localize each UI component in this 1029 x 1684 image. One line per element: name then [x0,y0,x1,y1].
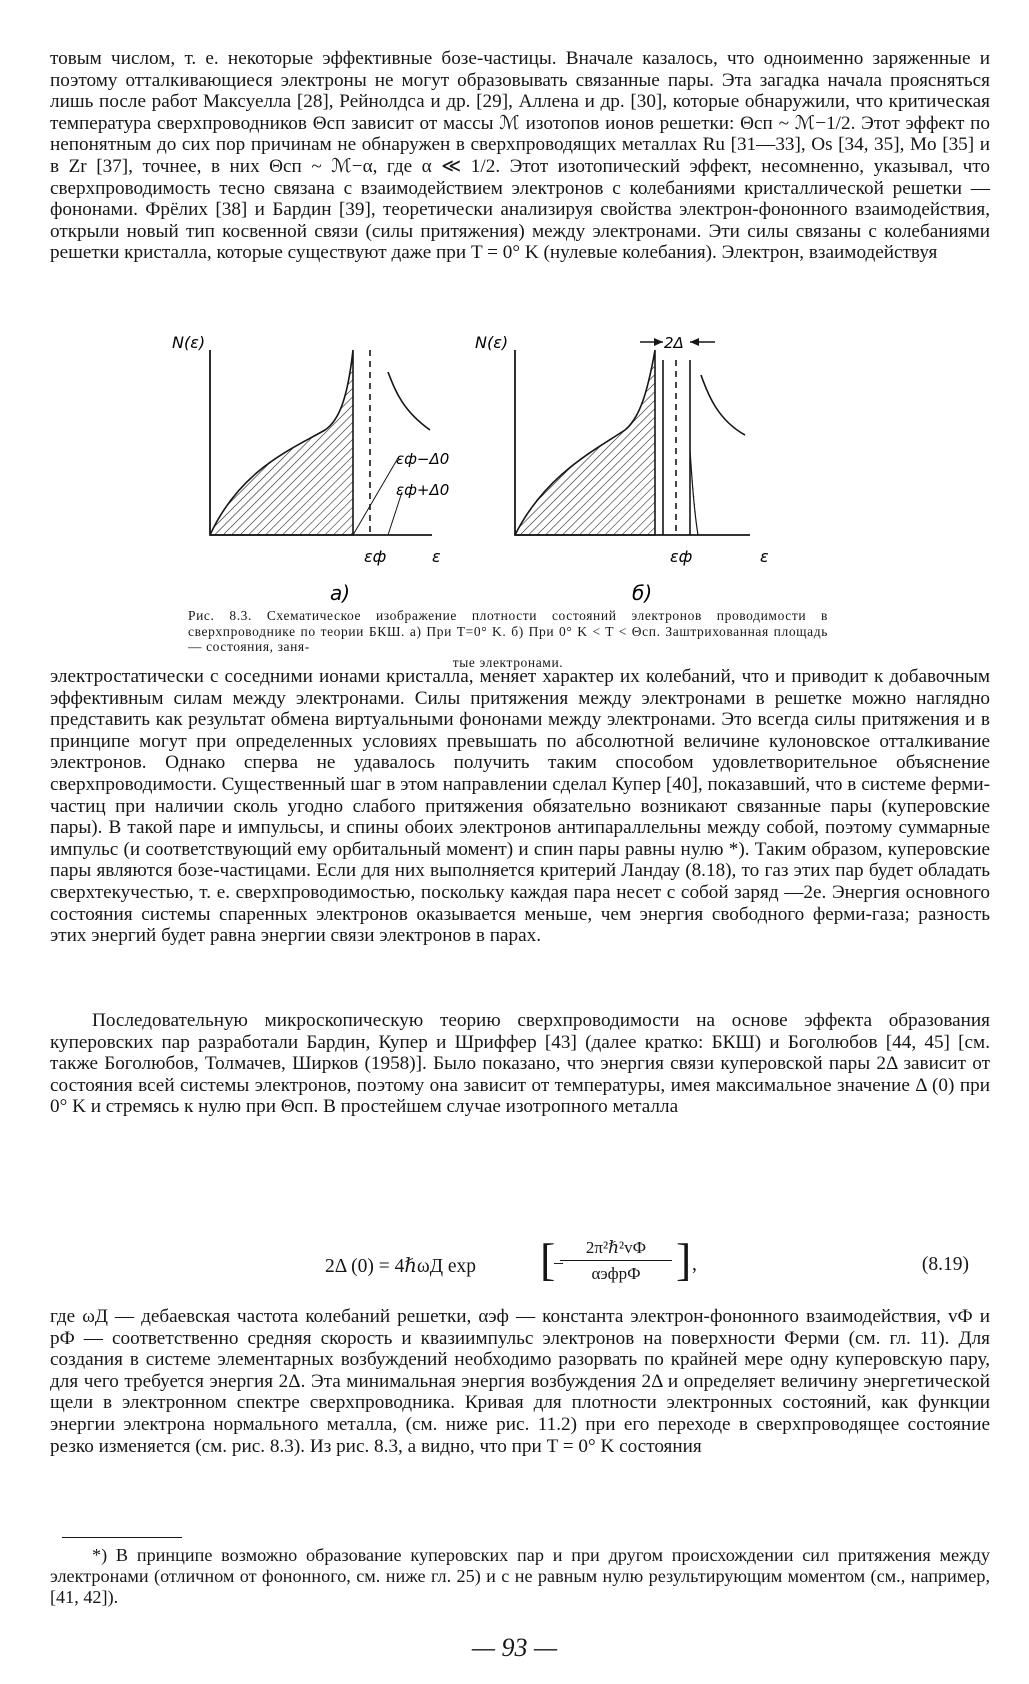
equation-left-bracket: [ [540,1234,556,1285]
equation-minus: − [553,1254,564,1275]
paragraph-top: товым числом, т. е. некоторые эффективные бозе-частицы. Вначале казалось, что одноименно заряженные и поэтому отталкивающиеся электроны не могут образовывать связанные пары. Эта загадка начала проясняться лишь после работ Максуелла [28], Рейнолдса и др. [29], Аллена и др. [30], которые обнаружили, что критическая температура сверхпроводников Θсп зависит от массы ℳ изотопов ионов решетки: Θсп ~ ℳ−1/2. Этот эффект по непонятным до сих пор причинам не обнаружен в сверхпроводящих металлах Ru [31—33], Os [34, 35], Mo [35] и в Zr [37], точнее, в них Θсп ~ ℳ−α, где α ≪ 1/2. Этот изотопический эффект, несомненно, указывал, что сверхпроводимость тесно связана с взаимодействием электронов с колебаниями кристаллической решетки — фононами. Фрёлих [38] и Бардин [39], теоретически анализируя свойства электрон-фононного взаимодействия, открыли новый тип косвенной связи (силы притяжения) между электронами. Эти силы связаны с колебаниями решетки кристалла, которые существуют даже при T = 0° K (нулевые колебания). Электрон, взаимодействуя [50,48,990,264]
panel-a-xlabel: ε [432,547,441,566]
equation-right-bracket: ] [676,1234,692,1285]
panel-a-plot [172,333,449,605]
panel-a-occupied-states [210,350,353,535]
panel-b-excited-states [690,450,698,535]
panel-a-label-minus: εф−Δ0 [396,450,450,468]
panel-a-ylabel: N(ε) [172,333,206,352]
equation-denominator: αэфpФ [591,1264,641,1283]
equation-8-19 [0,1234,1029,1298]
equation-numerator: 2π²ℏ²vФ [560,1238,672,1261]
paragraph-bcs: Последовательную микроскопическую теорию сверхпроводимости на основе эффекта образования куперовских пар разработали Бардин, Купер и Шриффер [43] (далее кратко: БКШ) и Боголюбов [44, 45] [см. также Боголюбов, Толмачев, Ширков (1958)]. Было показано, что энергия связи куперовской пары 2Δ зависит от состояния всей системы электронов, поэтому она зависит от температуры, имея максимальное значение Δ (0) при 0° K и стремясь к нулю при Θсп. В простейшем случае изотропного металла [50,1010,990,1118]
paragraph-after-formula: где ωД — дебаевская частота колебаний решетки, αэф — константа электрон-фононного взаимодействия, vФ и pФ — соответственно средняя скорость и квазиимпульс электронов на поверхности Ферми (см. гл. 11). Для создания в системе элементарных возбуждений необходимо разорвать по крайней мере одну куперовскую пару, для чего требуется энергия 2Δ. Эта минимальная энергия возбуждения 2Δ и определяет величину энергетической щели в электронном спектре сверхпроводника. Кривая для плотности электронных состояний, как функции энергии электрона нормального металла, (см. ниже рис. 11.2) при его переходе в сверхпроводящее состояние резко изменяется (см. рис. 8.3). Из рис. 8.3, а видно, что при T = 0° K состояния [50,1306,990,1457]
equation-fraction [560,1238,672,1284]
density-of-states-diagram [170,333,840,610]
panel-b-gap-label: 2Δ [664,334,684,352]
equation-number: (8.19) [921,1254,969,1275]
figure-caption-main: Рис. 8.3. Схематическое изображение плотности состояний электронов проводимости в сверхпроводнике по теории БКШ. а) При T=0° K. б) При 0° K < T < Θсп. Заштрихованная площадь — состояния, заня- [188,608,828,654]
panel-b-plot [475,333,769,605]
equation-lhs: 2Δ (0) = 4ℏωД exp [325,1256,477,1277]
panel-b-ylabel: N(ε) [475,333,509,352]
panel-a-label-plus: εф+Δ0 [396,481,450,499]
panel-b-upper-branch [701,375,745,435]
figure-caption-end: тые электронами. [452,654,564,670]
figure-caption [188,608,828,670]
panel-b-label: б) [632,581,653,605]
equation-comma: , [692,1254,697,1275]
footnote: *) В принципе возможно образование куперовских пар и при другом происхождении сил притяжения между электронами (отличном от фононного, см. ниже гл. 25) и с не равным нулю результирующим моментом (см., например, [41, 42]). [50,1545,990,1607]
page-number: — 93 — [471,1633,558,1662]
footnote-rule [62,1537,182,1538]
panel-a-fermi-label: εф [364,547,387,566]
panel-a-label: а) [330,581,351,605]
panel-b-occupied-states [515,350,655,535]
panel-b-fermi-label: εф [670,547,693,566]
paragraph-middle: электростатически с соседними ионами кристалла, меняет характер их колебаний, что и приводит к добавочным эффективным силам между электронами. Силы притяжения между электронами в решетке можно наглядно представить как результат обмена виртуальными фононами между электронами. Это всегда силы притяжения и в принципе могут при определенных условиях превышать по абсолютной величине кулоновское отталкивание электронов. Однако сперва не удавалось получить таким способом удовлетворительное объяснение сверхпроводимости. Существенный шаг в этом направлении сделал Купер [40], показавший, что в системе ферми-частиц при наличии сколь угодно слабого притяжения обязательно возникают связанные пары (куперовские пары). В такой паре и импульсы, и спины обоих электронов антипараллельны между собой, поэтому суммарные импульс (и соответствующий ему орбитальный момент) и спин пары равны нулю *). Таким образом, куперовские пары являются бозе-частицами. Если для них выполняется критерий Ландау (8.18), то газ этих пар будет обладать сверхтекучестью, т. е. сверхпроводимостью, поскольку каждая пара несет с собой заряд —2e. Энергия основного состояния системы спаренных электронов оказывается меньше, чем энергия свободного ферми-газа; разность этих энергий будет равна энергии связи электронов в парах. [50,666,990,947]
panel-a-upper-branch [388,372,430,430]
panel-b-xlabel: ε [760,547,769,566]
